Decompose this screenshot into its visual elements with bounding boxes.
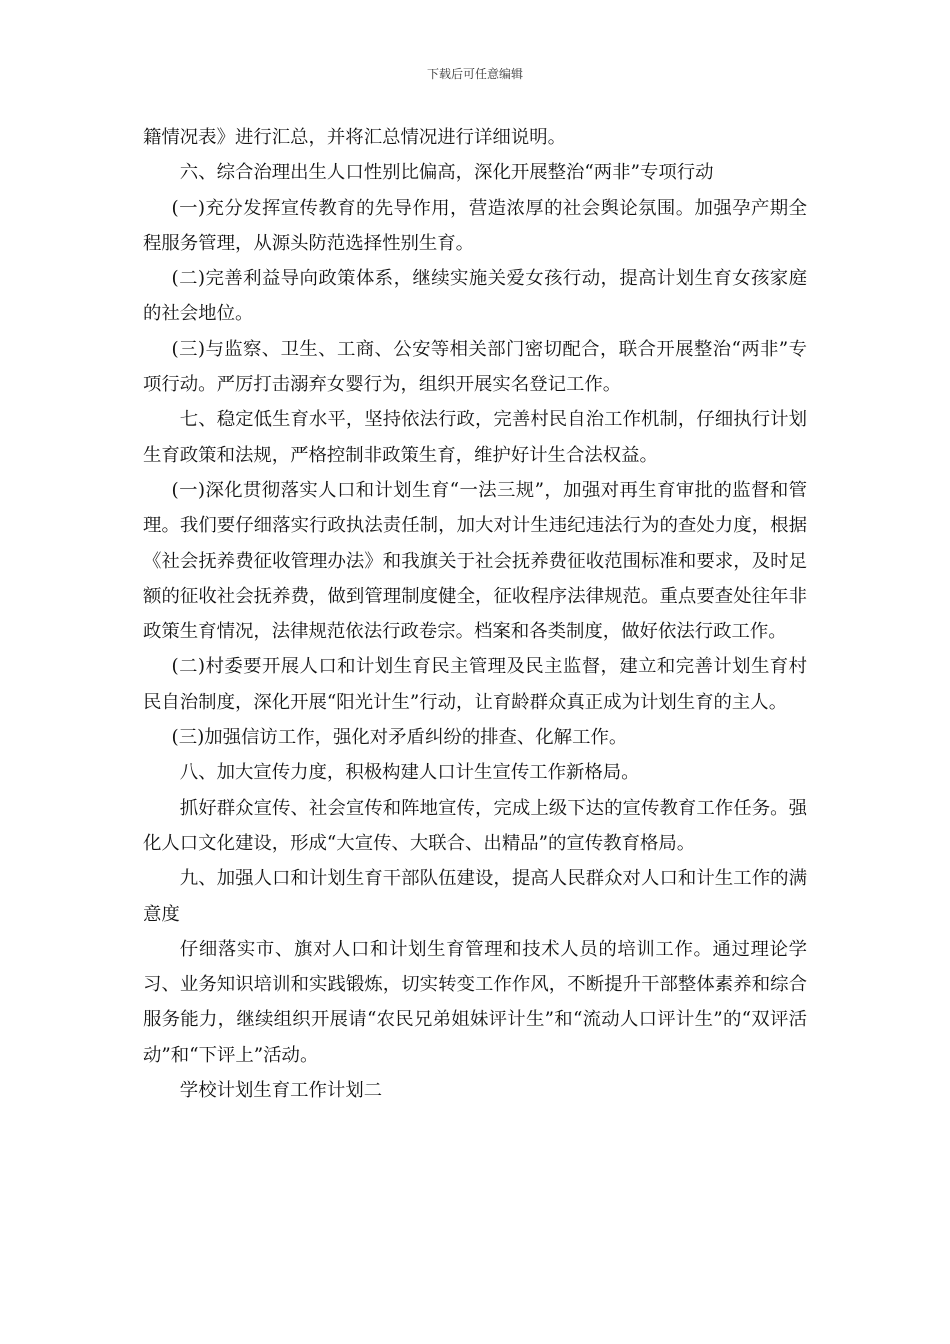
paragraph-9-body: 仔细落实市、旗对人口和计划生育管理和技术人员的培训工作。通过理论学习、业务知识培训和实践锻炼，切实转变工作作风，不断提升干部整体素养和综合服务能力，继续组织开展请“农民兄弟姐妹评计生”和“流动人口评计生”的“双评活动”和“下评上”活动。 (143, 938, 807, 1066)
paragraph-7-2: (二)村委要开展人口和计划生育民主管理及民主监督，建立和完善计划生育村民自治制度，深化开展“阳光计生”行动，让育龄群众真正成为计划生育的主人。 (143, 656, 807, 713)
next-document-title: 学校计划生育工作计划二 (179, 1080, 383, 1102)
section-heading-6: 六、综合治理出生人口性别比偏高，深化开展整治“两非”专项行动 (179, 162, 714, 184)
paragraph-6-2: (二)完善利益导向政策体系，继续实施关爱女孩行动，提高计划生育女孩家庭的社会地位。 (143, 268, 807, 325)
paragraph-8-body: 抓好群众宣传、社会宣传和阵地宣传，完成上级下达的宣传教育工作任务。强化人口文化建设，形成“大宣传、大联合、出精品”的宣传教育格局。 (143, 797, 807, 854)
paragraph-6-1: (一)充分发挥宣传教育的先导作用，营造浓厚的社会舆论氛围。加强孕产期全程服务管理，从源头防范选择性别生育。 (143, 197, 807, 254)
paragraph-7-3: (三)加强信访工作，强化对矛盾纠纷的排查、化解工作。 (171, 727, 628, 749)
paragraph-6-3: (三)与监察、卫生、工商、公安等相关部门密切配合，联合开展整治“两非”专项行动。严厉打击溺弃女婴行为，组织开展实名登记工作。 (143, 338, 807, 396)
page-header-note: 下载后可任意编辑 (426, 67, 523, 81)
section-heading-8: 八、加大宣传力度，积极构建人口计生宣传工作新格局。 (179, 762, 640, 784)
section-heading-9: 九、加强人口和计划生育干部队伍建设，提高人民群众对人口和计生工作的满意度 (143, 868, 807, 925)
paragraph-7-1: (一)深化贯彻落实人口和计划生育“一法三规”，加强对再生育审批的监督和管理。我们要仔细落实行政执法责任制，加大对计生违纪违法行为的查处力度，根据《社会抚养费征收管理办法》和我旗关于社会抚养费征收范围标准和要求，及时足额的征收社会抚养费，做到管理制度健全，征收程序法律规范。重点要查处往年非政策生育情况，法律规范依法行政卷宗。档案和各类制度，做好依法行政工作。 (143, 479, 807, 643)
section-heading-7: 七、稳定低生育水平，坚持依法行政，完善村民自治工作机制，仔细执行计划生育政策和法规，严格控制非政策生育，维护好计生合法权益。 (143, 409, 807, 466)
paragraph-continuation: 籍情况表》进行汇总，并将汇总情况进行详细说明。 (143, 127, 566, 148)
document-body (143, 120, 807, 1108)
